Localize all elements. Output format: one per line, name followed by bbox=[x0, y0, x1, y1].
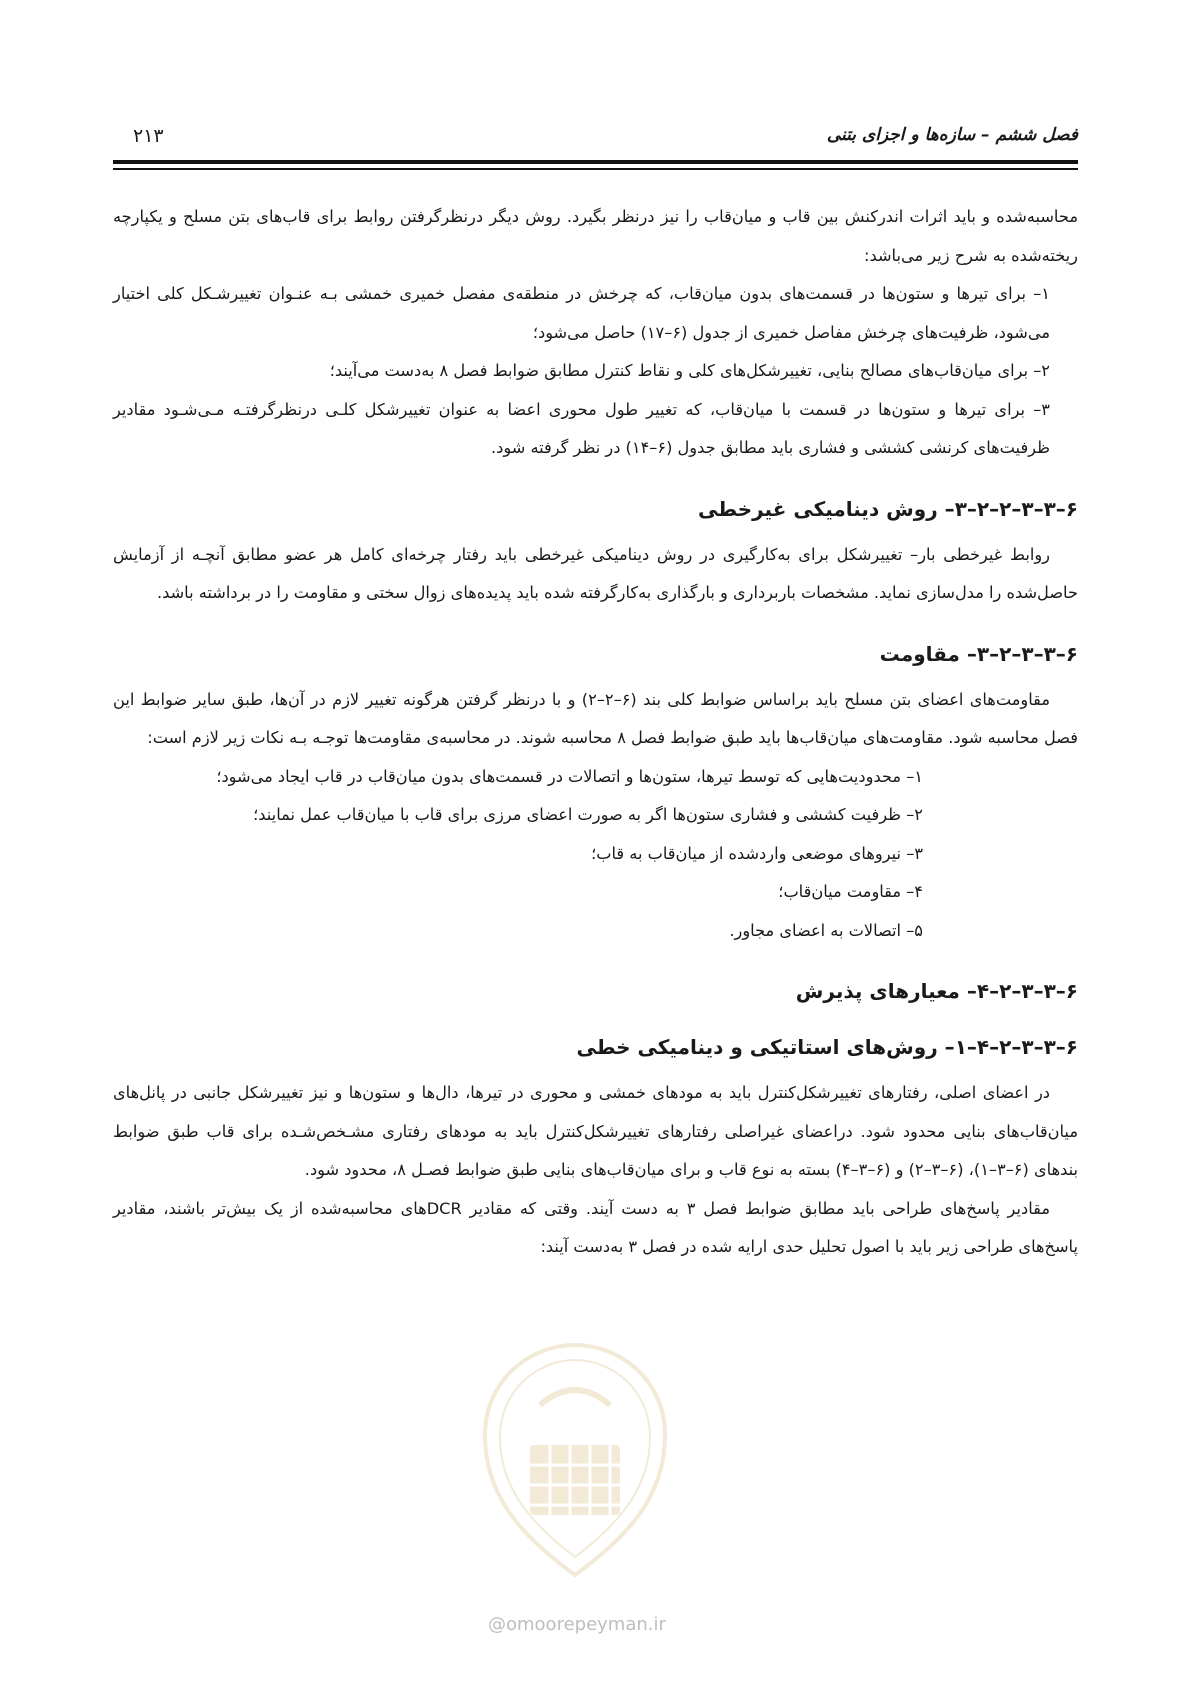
strength-list-item-5: ۵– اتصالات به اعضای مجاور. bbox=[729, 920, 923, 940]
strength-list-item-1: ۱– محدودیت‌هایی که توسط تیرها، ستون‌ها و اتصالات در قسمت‌های بدون میان‌قاب در قاب ایجاد می‌شود؛ bbox=[216, 766, 923, 786]
strength-list-item-2: ۲– ظرفیت کششی و فشاری ستون‌ها اگر به صورت اعضای مرزی برای قاب با میان‌قاب عمل نمایند؛ bbox=[253, 805, 923, 824]
chapter-title: فصل ششم – سازه‌ها و اجزای بتنی bbox=[826, 125, 1078, 145]
strength-list-item-4: ۴– مقاومت میان‌قاب؛ bbox=[778, 882, 923, 901]
page-header bbox=[113, 125, 1078, 157]
linear-paragraph-2: مقادیر پاسخ‌های طراحی باید مطابق ضوابط فصل ۳ به دست آیند. وقتی که مقادیر DCRهای محاسبه‌شده از یک بیش‌تر باشند، مقادیر پاسخ‌های طراحی زیر باید با اصول تحلیل حدی ارایه شده در فصل ۳ به‌دست آیند: bbox=[113, 1198, 1078, 1256]
heading-linear-procedures: ۶–۳–۳–۲–۴–۱– روش‌های استاتیکی و دینامیکی خطی bbox=[576, 1035, 1078, 1059]
heading-nonlinear-dynamic: ۶–۳–۳–۲–۲–۳– روش دینامیکی غیرخطی bbox=[697, 496, 1078, 521]
intro-paragraph: محاسبه‌شده و باید اثرات اندرکنش بین قاب و میان‌قاب را نیز درنظر بگیرد. روش دیگر درنظرگرفتن روابط برای قاب‌های بتن مسلح و یکپارچه ریخته‌شده به شرح زیر می‌باشد: bbox=[113, 207, 1078, 265]
intro-list-item-3: ۳– برای تیرها و ستون‌ها در قسمت با میان‌قاب، که تغییر طول محوری اعضا به عنوان تغییرشکل کلـی درنظرگرفتـه مـی‌شـود مقادیر ظرفیت‌های کرنشی کششی و فشاری باید مطابق جدول (۶–۱۴) در نظر گرفته شود. bbox=[113, 399, 1050, 457]
header-rule-thick bbox=[113, 160, 1078, 164]
linear-paragraph-1: در اعضای اصلی، رفتارهای تغییرشکل‌کنترل باید به مودهای خمشی و محوری در تیرها، دال‌ها و ستون‌ها و نیز تغییرشکل جانبی در پانل‌های میان‌قاب‌های بنایی محدود شود. دراعضای غیراصلی رفتارهای تغییرشکل‌کنترل باید به مودهای رفتاری مشـخص‌شـده برای قاب طبق ضوابط بندهای (۶–۳–۱)، (۶–۳–۲) و (۶–۳–۴) بسته به نوع قاب و برای میان‌قاب‌های بنایی طبق ضوابط فصـل ۸، محدود شود. bbox=[113, 1083, 1078, 1179]
publisher-seal-watermark bbox=[470, 1335, 680, 1585]
nonlinear-paragraph: روابط غیرخطی بار– تغییرشکل برای به‌کارگیری در روش دینامیکی غیرخطی باید رفتار چرخه‌ای کامل هر عضو مطابق آنچـه از آزمایش حاصل‌شده را مدل‌سازی نماید. مشخصات باربرداری و بارگذاری به‌کارگرفته شده باید پدیده‌های زوال سختی و مقاومت را در برداشته باشد. bbox=[113, 544, 1078, 602]
strength-paragraph: مقاومت‌های اعضای بتن مسلح باید براساس ضوابط کلی بند (۶–۲–۲) و با درنظر گرفتن هرگونه تغییر لازم در آن‌ها، طبق سایر ضوابط این فصل محاسبه شود. مقاومت‌های میان‌قاب‌ها باید طبق ضوابط فصل ۸ محاسبه شوند. در محاسبه‌ی مقاومت‌ها توجـه بـه نکات زیر لازم است: bbox=[113, 689, 1078, 747]
heading-strength: ۶–۳–۳–۲–۳– مقاومت bbox=[879, 641, 1078, 666]
header-rule-thin bbox=[113, 168, 1078, 170]
page-body bbox=[113, 198, 1078, 1267]
watermark-url: @omoorepeyman.ir bbox=[488, 1614, 666, 1635]
strength-list-item-3: ۳– نیروهای موضعی واردشده از میان‌قاب به قاب؛ bbox=[591, 843, 923, 863]
intro-list-item-2: ۲– برای میان‌قاب‌های مصالح بنایی، تغییرشکل‌های کلی و نقاط کنترل مطابق ضوابط فصل ۸ به‌دست می‌آیند؛ bbox=[329, 361, 1050, 380]
heading-acceptance-criteria: ۶–۳–۳–۲–۴– معیارهای پذیرش bbox=[795, 979, 1078, 1003]
intro-list-item-1: ۱– برای تیرها و ستون‌ها در قسمت‌های بدون میان‌قاب، که چرخش در منطقه‌ی مفصل خمیری خمشی بـه عنـوان تغییرشـکل کلی اختیار می‌شود، ظرفیت‌های چرخش مفاصل خمیری از جدول (۶–۱۷) حاصل می‌شود؛ bbox=[113, 284, 1050, 342]
page-number: ۲۱۳ bbox=[133, 125, 164, 147]
